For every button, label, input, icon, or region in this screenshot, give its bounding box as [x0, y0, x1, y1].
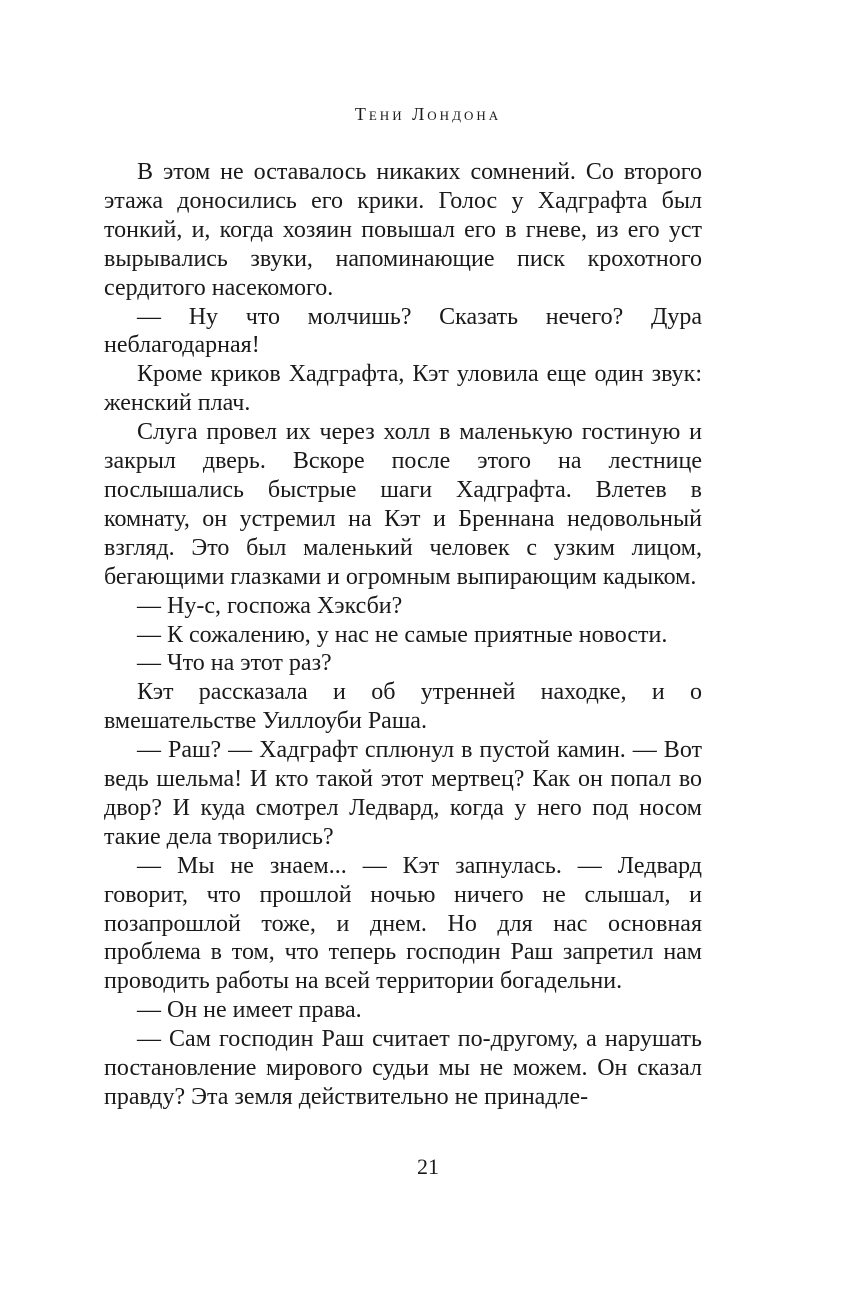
paragraph: — Он не имеет права.	[137, 997, 362, 1024]
paragraph: Кроме криков Хадграфта, Кэт уловила еще один звук: женский плач.	[104, 361, 702, 417]
paragraph: Слуга провел их через холл в маленькую гостиную и закрыл дверь. Вскоре после этого на лестнице послышались быстрые шаги Хадграфта. Влетев в комнату, он устремил на Кэт и Бреннана недовольный взгляд. Это был маленький человек с узким лицом, бегающими глазками и огромным выпирающим кадыком.	[104, 419, 702, 590]
paragraph: — Ну что молчишь? Сказать нечего? Дура неблагодарная!	[104, 303, 702, 359]
paragraph: — Что на этот раз?	[137, 650, 332, 677]
paragraph: — Мы не знаем... — Кэт запнулась. — Ледвард говорит, что прошлой ночью ничего не слышал, и позапрошлой тоже, и днем. Но для нас основная проблема в том, что теперь господин Раш запретил нам проводить работы на всей территории богадельни.	[104, 852, 702, 995]
paragraph: — Раш? — Хадграфт сплюнул в пустой камин. — Вот ведь шельма! И кто такой этот мертвец? Как он попал во двор? И куда смотрел Ледвард, когда у него под носом такие дела творились?	[104, 737, 702, 850]
paragraph: В этом не оставалось никаких сомнений. Со второго этажа доносились его крики. Голос у Хадграфта был тонкий, и, когда хозяин повышал его в гневе, из его уст вырывались звуки, напоминающие писк крохотного сердитого насекомого.	[104, 159, 702, 301]
page-number: 21	[417, 1154, 439, 1179]
paragraph: — Ну-с, госпожа Хэксби?	[137, 592, 403, 619]
paragraph: — К сожалению, у нас не самые приятные новости.	[137, 621, 668, 648]
paragraph: Кэт рассказала и об утренней находке, и о вмешательстве Уиллоуби Раша.	[104, 679, 702, 735]
running-head: Тени Лондона	[354, 104, 502, 124]
body-text	[104, 158, 702, 1112]
paragraph: — Сам господин Раш считает по-другому, а нарушать постановление мирового судьи мы не можем. Он сказал правду? Эта земля действительно не принадле-	[104, 1026, 702, 1110]
